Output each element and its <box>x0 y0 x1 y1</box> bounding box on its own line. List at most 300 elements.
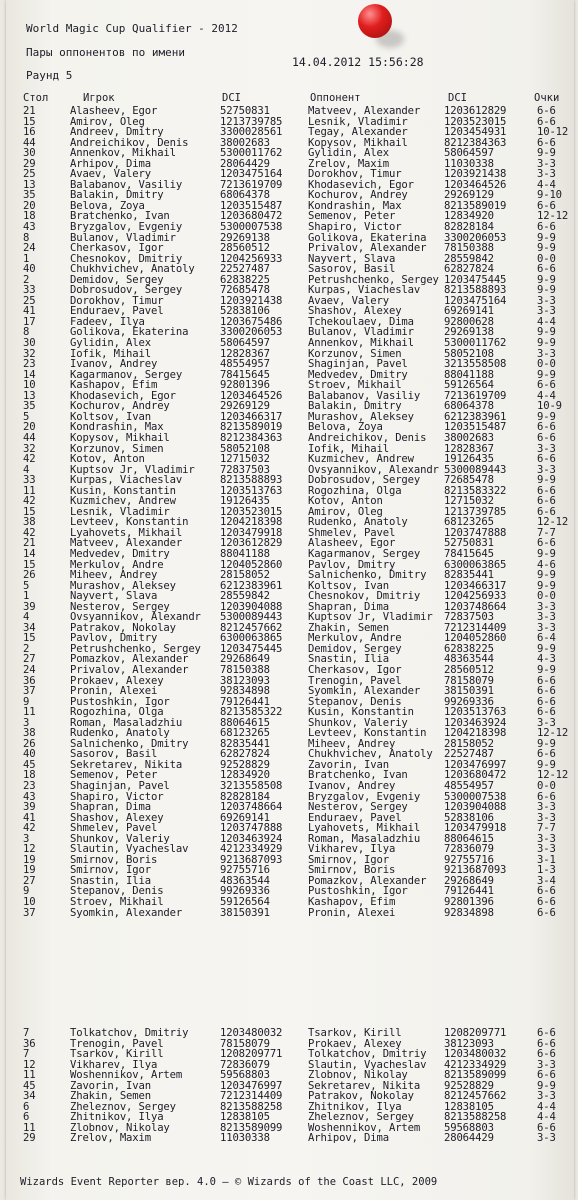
opponent-dci: 1203480032 <box>444 1048 507 1061</box>
opponent-name: Zhitnikov, Ilya <box>308 1100 402 1113</box>
player-name: Kuptsov Jr, Vladimir <box>70 463 195 476</box>
table-number: 29 <box>23 157 36 170</box>
opponent-name: Korzunov, Simen <box>308 347 402 360</box>
opponent-name: Kotov, Anton <box>308 495 383 508</box>
match-points: 9-9 <box>537 663 556 676</box>
table-number: 4 <box>23 611 30 624</box>
opponent-name: Sasorov, Basil <box>308 263 396 276</box>
opponent-dci: 72837503 <box>444 611 494 624</box>
opponent-dci: 1208209771 <box>444 1027 507 1039</box>
opponent-name: Avaev, Valery <box>308 294 389 307</box>
player-name: Nayvert, Slava <box>70 590 158 603</box>
opponent-dci: 1203466317 <box>444 579 507 592</box>
opponent-name: Rogozhina, Olga <box>308 484 402 497</box>
opponent-dci: 12715032 <box>444 495 494 508</box>
table-number: 3 <box>23 716 30 729</box>
match-points: 6-6 <box>537 263 556 276</box>
match-points: 12-12 <box>537 516 569 529</box>
opponent-dci: 5300089443 <box>444 463 507 476</box>
player-dci: 8212457662 <box>220 621 283 634</box>
player-name: Roman, Masaladzhiu <box>70 716 183 729</box>
opponent-name: Kashapov, Efim <box>308 896 396 909</box>
table-number: 38 <box>23 727 36 740</box>
opponent-dci: 1203463924 <box>444 716 507 729</box>
match-points: 6-6 <box>537 906 556 919</box>
column-header-score: Очки <box>534 92 560 104</box>
opponent-dci: 1203515487 <box>444 421 507 434</box>
match-points: 6-6 <box>537 1048 556 1061</box>
opponent-name: Alasheev, Egor <box>308 537 396 550</box>
table-number: 21 <box>23 537 36 550</box>
player-name: Stepanov, Denis <box>70 885 164 898</box>
player-dci: 5300089443 <box>220 611 283 624</box>
opponent-name: Privalov, Alexander <box>308 242 427 255</box>
match-points: 6-6 <box>537 537 556 550</box>
opponent-dci: 48554957 <box>444 780 494 792</box>
table-number: 4 <box>23 463 30 476</box>
opponent-name: Zheleznov, Sergey <box>308 1111 414 1124</box>
table-number: 42 <box>23 822 36 835</box>
match-points: 0-0 <box>537 358 556 371</box>
player-name: Shaginjan, Pavel <box>70 780 170 792</box>
player-dci: 1203675486 <box>220 315 283 328</box>
match-points: 3-3 <box>537 621 556 634</box>
player-dci: 12838105 <box>220 1111 270 1124</box>
match-points: 6-6 <box>537 685 556 698</box>
match-points: 3-3 <box>537 843 556 856</box>
player-name: Kondrashin, Max <box>70 421 164 434</box>
match-points: 6-6 <box>537 1037 556 1050</box>
opponent-name: Zavorin, Ivan <box>308 758 389 771</box>
player-name: Matveev, Alexander <box>70 537 183 550</box>
player-name: Amirov, Oleg <box>70 115 145 128</box>
match-points: 3-3 <box>537 611 556 624</box>
table-number: 34 <box>23 1090 36 1103</box>
opponent-name: Syomkin, Alexander <box>308 685 421 698</box>
player-dci: 38123093 <box>220 674 270 687</box>
player-name: Shashov, Alexey <box>70 811 164 824</box>
opponent-name: Balabanov, Vasiliy <box>308 389 421 402</box>
match-points: 3-3 <box>537 463 556 476</box>
opponent-dci: 68064378 <box>444 400 494 413</box>
match-points: 6-6 <box>537 136 556 149</box>
opponent-name: Bryzgalov, Evgeniy <box>308 790 421 803</box>
player-dci: 59568803 <box>220 1069 270 1082</box>
player-dci: 1203479918 <box>220 526 283 539</box>
table-number: 11 <box>23 1121 36 1134</box>
table-number: 17 <box>23 315 36 328</box>
match-points: 6-6 <box>537 379 556 392</box>
player-name: Bryzgalov, Evgeniy <box>70 221 183 234</box>
player-name: Gylidin, Alex <box>70 337 151 350</box>
opponent-dci: 88064615 <box>444 832 494 845</box>
opponent-name: Kurpas, Viacheslav <box>308 284 421 297</box>
opponent-name: Woshennikov, Artem <box>308 1121 421 1134</box>
opponent-dci: 92800628 <box>444 315 494 328</box>
player-dci: 1203513763 <box>220 484 283 497</box>
match-points: 6-6 <box>537 495 556 508</box>
opponent-name: Stepanov, Denis <box>308 695 402 708</box>
opponent-dci: 5300011762 <box>444 337 507 350</box>
player-name: Andreev, Dmitry <box>70 126 164 139</box>
match-points: 9-9 <box>537 1079 556 1092</box>
opponent-name: Iofik, Mihail <box>308 442 389 455</box>
match-points: 6-6 <box>537 431 556 444</box>
table-number: 45 <box>23 758 36 771</box>
player-dci: 8213589019 <box>220 421 283 434</box>
player-name: Shapran, Dima <box>70 801 151 814</box>
player-dci: 28158052 <box>220 569 270 582</box>
opponent-dci: 62838225 <box>444 642 494 655</box>
player-name: Shapiro, Victor <box>70 790 164 803</box>
match-points: 9-9 <box>537 579 556 592</box>
player-name: Tsarkov, Kirill <box>70 1048 164 1061</box>
opponent-dci: 28158052 <box>444 737 494 750</box>
match-points: 3-3 <box>537 168 556 181</box>
opponent-dci: 92528829 <box>444 1079 494 1092</box>
table-number: 11 <box>23 1069 36 1082</box>
player-dci: 82835441 <box>220 737 270 750</box>
table-number: 13 <box>23 178 36 191</box>
table-number: 44 <box>23 431 36 444</box>
table-number: 30 <box>23 337 36 350</box>
opponent-dci: 1203476997 <box>444 758 507 771</box>
player-name: Alasheev, Egor <box>70 105 158 117</box>
player-dci: 5300007538 <box>220 221 283 234</box>
match-points: 4-4 <box>537 1111 556 1124</box>
opponent-dci: 1203523015 <box>444 115 507 128</box>
player-name: Sasorov, Basil <box>70 748 158 761</box>
table-number: 27 <box>23 653 36 666</box>
opponent-name: Shashov, Alexey <box>308 305 402 318</box>
table-number: 19 <box>23 853 36 866</box>
table-number: 24 <box>23 663 36 676</box>
player-name: Bulanov, Vladimir <box>70 231 176 244</box>
player-name: Shunkov, Valeriy <box>70 832 170 845</box>
table-number: 37 <box>23 906 36 919</box>
player-dci: 1203523015 <box>220 505 283 518</box>
match-points: 3-1 <box>537 853 556 866</box>
opponent-dci: 7212314409 <box>444 621 507 634</box>
opponent-dci: 78415645 <box>444 547 494 560</box>
table-number: 33 <box>23 284 36 297</box>
player-name: Smirnov, Boris <box>70 853 158 866</box>
player-name: Nesterov, Sergey <box>70 600 170 613</box>
opponent-dci: 29268649 <box>444 874 494 887</box>
match-points: 9-9 <box>537 147 556 160</box>
match-points: 3-4 <box>537 874 556 887</box>
opponent-name: Patrakov, Nokolay <box>308 1090 414 1103</box>
match-points: 6-6 <box>537 1027 556 1039</box>
player-dci: 1203515487 <box>220 199 283 212</box>
opponent-name: Annenkov, Mikhail <box>308 337 414 350</box>
match-points: 6-6 <box>537 421 556 434</box>
opponent-dci: 59568803 <box>444 1121 494 1134</box>
opponent-name: Kondrashin, Max <box>308 199 402 212</box>
opponent-dci: 22527487 <box>444 748 494 761</box>
table-number: 34 <box>23 621 36 634</box>
opponent-name: Rudenko, Anatoly <box>308 516 408 529</box>
opponent-dci: 92834898 <box>444 906 494 919</box>
opponent-name: Kuptsov Jr, Vladimir <box>308 611 433 624</box>
player-name: Balabanov, Vasiliy <box>70 178 183 191</box>
opponent-name: Nesterov, Sergey <box>308 801 408 814</box>
table-number: 25 <box>23 294 36 307</box>
player-name: Snastin, Ilia <box>70 874 151 887</box>
player-name: Prokaev, Alexey <box>70 674 164 687</box>
opponent-name: Tsarkov, Kirill <box>308 1027 402 1039</box>
match-points: 9-9 <box>537 642 556 655</box>
opponent-dci: 5300007538 <box>444 790 507 803</box>
table-number: 41 <box>23 305 36 318</box>
opponent-dci: 1203921438 <box>444 168 507 181</box>
opponent-name: Vikharev, Ilya <box>308 843 396 856</box>
opponent-dci: 1204052860 <box>444 632 507 645</box>
match-points: 9-9 <box>537 569 556 582</box>
match-points: 6-6 <box>537 748 556 761</box>
opponent-name: Chesnokov, Dmitriy <box>308 590 421 603</box>
table-number: 43 <box>23 790 36 803</box>
opponent-name: Pomazkov, Alexander <box>308 874 427 887</box>
opponent-dci: 48363544 <box>444 653 494 666</box>
match-points: 0-0 <box>537 590 556 603</box>
match-points: 6-6 <box>537 790 556 803</box>
match-points: 6-6 <box>537 896 556 909</box>
player-dci: 1203464526 <box>220 389 283 402</box>
player-name: Syomkin, Alexander <box>70 906 183 919</box>
pushpin-head <box>358 4 392 38</box>
match-points: 3-3 <box>537 811 556 824</box>
opponent-dci: 1203454931 <box>444 126 507 139</box>
player-name: Enduraev, Pavel <box>70 305 164 318</box>
opponent-name: Kopysov, Mikhail <box>308 136 408 149</box>
opponent-dci: 99269336 <box>444 695 494 708</box>
opponent-dci: 1203748664 <box>444 600 507 613</box>
table-number: 12 <box>23 843 36 856</box>
table-number: 14 <box>23 368 36 381</box>
table-number: 25 <box>23 168 36 181</box>
player-dci: 22527487 <box>220 263 270 276</box>
opponent-dci: 69269141 <box>444 305 494 318</box>
print-timestamp: 14.04.2012 15:56:28 <box>292 55 424 69</box>
opponent-dci: 8213583322 <box>444 484 507 497</box>
player-dci: 3300028561 <box>220 126 283 139</box>
opponent-dci: 38002683 <box>444 431 494 444</box>
player-dci: 8212384363 <box>220 431 283 444</box>
opponent-dci: 1203612829 <box>444 105 507 117</box>
match-points: 9-9 <box>537 273 556 286</box>
table-number: 11 <box>23 484 36 497</box>
table-number: 6 <box>23 1111 30 1124</box>
player-dci: 8213589099 <box>220 1121 283 1134</box>
player-name: Rogozhina, Olga <box>70 706 164 719</box>
player-name: Pavlov, Dmitry <box>70 632 158 645</box>
opponent-name: Bratchenko, Ivan <box>308 769 408 782</box>
table-number: 19 <box>23 864 36 877</box>
opponent-dci: 6212383961 <box>444 410 507 423</box>
player-name: Petrushchenko, Sergey <box>70 642 201 655</box>
player-dci: 28560512 <box>220 242 270 255</box>
opponent-name: Belova, Zoya <box>308 421 383 434</box>
opponent-name: Slautin, Vyacheslav <box>308 1058 427 1071</box>
player-dci: 29268649 <box>220 653 270 666</box>
opponent-name: Ovsyannikov, Alexandr <box>308 463 439 476</box>
player-dci: 38150391 <box>220 906 270 919</box>
opponent-dci: 1203475445 <box>444 273 507 286</box>
table-number: 10 <box>23 379 36 392</box>
player-dci: 38002683 <box>220 136 270 149</box>
table-number: 35 <box>23 189 36 202</box>
opponent-name: Shapran, Dima <box>308 600 389 613</box>
player-dci: 88064615 <box>220 716 270 729</box>
event-title: World Magic Cup Qualifier - 2012 <box>26 22 238 35</box>
player-name: Woshennikov, Artem <box>70 1069 183 1082</box>
player-name: Trenogin, Pavel <box>70 1037 164 1050</box>
table-number: 35 <box>23 400 36 413</box>
match-points: 3-3 <box>537 600 556 613</box>
opponent-dci: 78150388 <box>444 242 494 255</box>
match-points: 6-6 <box>537 674 556 687</box>
opponent-dci: 38123093 <box>444 1037 494 1050</box>
opponent-name: Stroev, Mikhail <box>308 379 402 392</box>
player-name: Lesnik, Vladimir <box>70 505 170 518</box>
opponent-name: Demidov, Sergey <box>308 642 402 655</box>
player-dci: 92528829 <box>220 758 270 771</box>
opponent-dci: 72836079 <box>444 843 494 856</box>
table-number: 36 <box>23 1037 36 1050</box>
match-points: 12-12 <box>537 210 569 223</box>
player-dci: 48363544 <box>220 874 270 887</box>
table-number: 7 <box>23 1048 30 1061</box>
table-number: 18 <box>23 769 36 782</box>
opponent-name: Shunkov, Valeriy <box>308 716 408 729</box>
player-dci: 8213588893 <box>220 474 283 487</box>
player-dci: 19126435 <box>220 495 270 508</box>
opponent-name: Trenogin, Pavel <box>308 674 402 687</box>
opponent-dci: 3213558508 <box>444 358 507 371</box>
player-dci: 78158079 <box>220 1037 270 1050</box>
player-dci: 52838106 <box>220 305 270 318</box>
opponent-dci: 52750831 <box>444 537 494 550</box>
player-dci: 78415645 <box>220 368 270 381</box>
match-points: 3-3 <box>537 294 556 307</box>
table-number: 26 <box>23 737 36 750</box>
player-dci: 8213588258 <box>220 1100 283 1113</box>
player-name: Tolkatchov, Dmitriy <box>70 1027 189 1039</box>
table-number: 2 <box>23 273 30 286</box>
opponent-dci: 1204218398 <box>444 727 507 740</box>
opponent-dci: 8213588893 <box>444 284 507 297</box>
report-footer: Wizards Event Reporter вер. 4.0 – © Wizards of the Coast LLC, 2009 <box>20 1176 438 1188</box>
table-number: 30 <box>23 147 36 160</box>
player-dci: 9213687093 <box>220 853 283 866</box>
match-points: 7-7 <box>537 822 556 835</box>
opponent-name: Khodasevich, Egor <box>308 178 414 191</box>
player-dci: 3213558508 <box>220 780 283 792</box>
opponent-dci: 88041188 <box>444 368 494 381</box>
table-number: 33 <box>23 474 36 487</box>
opponent-dci: 52838106 <box>444 811 494 824</box>
opponent-dci: 79126441 <box>444 885 494 898</box>
match-points: 4-3 <box>537 653 556 666</box>
player-name: Lyahovets, Mikhail <box>70 526 183 539</box>
player-dci: 6212383961 <box>220 579 283 592</box>
opponent-name: Miheev, Andrey <box>308 737 396 750</box>
player-name: Ovsyannikov, Alexandr <box>70 611 201 624</box>
opponent-dci: 1203680472 <box>444 769 507 782</box>
match-points: 4-6 <box>537 558 556 571</box>
match-points: 0-0 <box>537 252 556 265</box>
player-name: Levteev, Konstantin <box>70 516 189 529</box>
player-name: Chesnokov, Dmitriy <box>70 252 183 265</box>
opponent-name: Bulanov, Vladimir <box>308 326 414 339</box>
table-number: 2 <box>23 642 30 655</box>
opponent-name: Snastin, Ilia <box>308 653 389 666</box>
column-header-opponent: Оппонент <box>310 92 361 104</box>
match-points: 6-6 <box>537 115 556 128</box>
player-dci: 1213739785 <box>220 115 283 128</box>
table-number: 37 <box>23 685 36 698</box>
player-name: Annenkov, Mikhail <box>70 147 176 160</box>
player-dci: 1203475445 <box>220 642 283 655</box>
opponent-name: Kochurov, Andrey <box>308 189 408 202</box>
player-name: Shmelev, Pavel <box>70 822 158 835</box>
opponent-dci: 92755716 <box>444 853 494 866</box>
opponent-dci: 72685478 <box>444 474 494 487</box>
opponent-dci: 3300206053 <box>444 231 507 244</box>
match-points: 9-9 <box>537 758 556 771</box>
opponent-dci: 58064597 <box>444 147 494 160</box>
opponent-name: Kuzmichev, Andrew <box>308 453 414 466</box>
player-dci: 58052108 <box>220 442 270 455</box>
table-number: 11 <box>23 706 36 719</box>
player-dci: 1203680472 <box>220 210 283 223</box>
opponent-dci: 92801396 <box>444 896 494 909</box>
match-points: 6-6 <box>537 221 556 234</box>
table-number: 3 <box>23 832 30 845</box>
player-dci: 72685478 <box>220 284 270 297</box>
player-dci: 1204218398 <box>220 516 283 529</box>
opponent-name: Semenov, Peter <box>308 210 396 223</box>
player-name: Kashapov, Efim <box>70 379 158 392</box>
opponent-name: Tchekoulaev, Dima <box>308 315 414 328</box>
match-points: 9-9 <box>537 242 556 255</box>
player-name: Zrelov, Maxim <box>70 1132 151 1145</box>
player-dci: 59126564 <box>220 896 270 909</box>
opponent-dci: 29269138 <box>444 326 494 339</box>
table-number: 12 <box>23 1058 36 1071</box>
opponent-name: Smirnov, Boris <box>308 864 396 877</box>
opponent-name: Zlobnov, Nikolay <box>308 1069 408 1082</box>
opponent-dci: 7213619709 <box>444 389 507 402</box>
column-header-dci: DCI <box>222 92 241 104</box>
opponent-name: Koltsov, Ivan <box>308 579 389 592</box>
match-points: 7-7 <box>537 526 556 539</box>
player-name: Rudenko, Anatoly <box>70 727 170 740</box>
table-number: 42 <box>23 495 36 508</box>
match-points: 3-3 <box>537 801 556 814</box>
printed-pairings-sheet <box>6 0 574 1200</box>
player-name: Zheleznov, Sergey <box>70 1100 176 1113</box>
match-points: 9-9 <box>537 326 556 339</box>
player-name: Pronin, Alexei <box>70 685 158 698</box>
match-points: 4-4 <box>537 389 556 402</box>
table-number: 40 <box>23 748 36 761</box>
player-dci: 1203904088 <box>220 600 283 613</box>
match-points: 0-0 <box>537 780 556 792</box>
player-dci: 8213585322 <box>220 706 283 719</box>
player-dci: 62838225 <box>220 273 270 286</box>
